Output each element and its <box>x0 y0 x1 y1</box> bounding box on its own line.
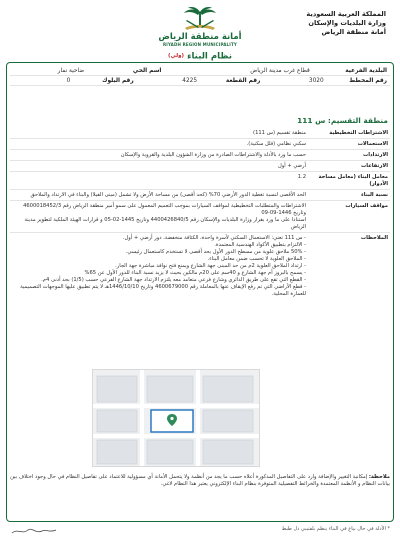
regulation-value: سكني نظامي (فلل سكنية). <box>246 140 306 147</box>
regulation-row <box>10 201 390 233</box>
note-prefix: ملاحظة: <box>368 474 390 480</box>
disclaimer-note <box>10 474 390 488</box>
regulation-value: - س 111 تعني: الاستعمال السكني لأسرة واحدة، الكثافة منخفضة، دور أرضي + أول. - الالتزام بتطبيق الأكواد الهندسية المعتمدة. - 50% ملاحق علوية من مسطح الدور الأول بحد أقصى لا تستخدم كاستعمال رئيسي. - الملاحق العلوية لا تحسب ضمن معامل البناء. - ارتداد الملاحق العلوية 2م من حد المبنى جهة الشارع ويمنع فتح نوافذ مباشرة جهة الجار. - يسمح بالبروز أم جهة الشارع و 40سم على 20م مالكين بحيث لا يزيد نسبة البناء للدور الأول عن 65% - القطع التي تقع على طريق الدائري وشارع فرعي متعامد معه يلتزم الارتداد جهة الشارع الفرعي حسب (1/5) بحد أدنى 4م. - قطع الأراضي التي تم رفع الإيقاف عنها بالمعاملة رقم 4600679000 وتاريخ 1446/10/10هـ لا يتم تطبيق عليها الموجهات التصميمية للعمارة المحلية. <box>20 234 306 297</box>
info-row <box>10 66 390 76</box>
page-title <box>140 50 260 62</box>
district-label: اسم الحي <box>132 68 162 74</box>
regulation-key: معامل البناء (معامل مساحة الأدوار) <box>318 173 388 187</box>
regulation-row <box>10 139 390 150</box>
regulation-key: الاشتراطات التخطيطية <box>329 129 388 136</box>
gov-line-kingdom: المملكة العربية السعودية <box>306 10 386 18</box>
plot-number-label: رقم القطعة <box>225 78 261 84</box>
regulation-key: الارتدادات <box>362 151 388 158</box>
note-text: إمكانية التغيير والإضافة وارد على التفاصيل المذكورة أعلاه حسب ما يجد من أنظمة ولا يتحمل الأمانة أي مسؤولية للاعتماد على تفاصيل النظام في حال وجود اختلاف بين بيانات النظام و الأنظمة المعتمدة والخرائط التفصيلية المتوفرة بنظام البناء الإلكتروني يعتبر هذا النظام لاغي. <box>10 474 390 487</box>
district-value: ضاحية نمار <box>57 68 85 74</box>
regulation-key: الملاحظات <box>360 234 388 241</box>
regulation-row <box>10 233 390 299</box>
page-title-text: نظام البناء <box>187 51 232 62</box>
regulation-row <box>10 128 390 139</box>
regulation-value: 1.2 <box>297 173 306 180</box>
block-number-label: رقم البلوك <box>102 78 134 84</box>
header <box>6 4 394 54</box>
footer-text: * الأدلة في حال بياع في البناء ينظم بلفتيبي ذل طبط <box>281 526 390 532</box>
title-badge: (ولي) <box>167 53 185 59</box>
plan-number-label: رقم المخطط <box>349 78 387 84</box>
site-map-graphic <box>92 370 259 467</box>
municipality-label: البلدية الفرعية <box>345 68 387 74</box>
regulation-key: الارتفاعات <box>361 162 388 169</box>
regulation-value: الحد الأقصى لنسبة تغطية الدور الأرضي 70% (كحد أقصى) من مساحة الأرض ولا تشمل (مبنى الفيلا) والبناء في الارتداد والملاحق <box>30 191 306 198</box>
regulation-key: الاستعمالات <box>357 140 388 147</box>
regulation-value: أرضي + أول <box>277 162 306 169</box>
block-number-value: 0 <box>66 78 71 84</box>
regulation-value: منطقة تقسيم (س 111) <box>253 129 306 136</box>
info-row <box>10 76 390 86</box>
regulation-key: مواقف السيارات <box>345 202 388 209</box>
regulation-row <box>10 161 390 172</box>
palm-emblem-icon <box>177 6 223 32</box>
regulations-table <box>10 128 390 299</box>
regulation-key: نسبة البناء <box>361 191 388 198</box>
footer <box>10 526 390 536</box>
government-heading <box>306 10 386 37</box>
gov-line-municipality: أمانة منطقة الرياض <box>321 28 386 36</box>
regulation-row <box>10 150 390 161</box>
regulation-row <box>10 190 390 201</box>
plan-number-value: 3020 <box>308 78 324 84</box>
regulation-value: الاشتراطات والمتطلبات التخطيطية لمواقف السيارات بموجب التعميم المعمول على سمو أمير منطقة الرياض رقم 4600018452/3 وتاريخ 1446-09-09 استنادا على ما ورد بقرار وزارة البلديات والإسكان رقم 4400426840/5 وتاريخ 1445-02-05 و قرارات الهيئة الملكية لتطوير مدينة الرياض <box>23 202 306 230</box>
site-map <box>92 369 260 467</box>
regulation-row <box>10 172 390 190</box>
regulation-value: حسب ما ورد بالأدلة والاشتراطات الصادرة من وزارة الشؤون البلدية والقروية والإسكان <box>120 151 306 158</box>
municipality-logo <box>157 6 243 47</box>
zone-title: منطقة التقسيم: س 111 <box>297 116 388 125</box>
property-info-table <box>10 66 390 86</box>
plot-number-value: 4225 <box>182 78 198 84</box>
municipality-value: قطاع غرب مدينة الرياض <box>250 68 310 74</box>
signature-icon <box>10 526 58 536</box>
logo-arabic-text: أمانة منطقة الرياض <box>158 32 242 42</box>
logo-english-text: RIYADH REGION MUNICIPALITY <box>163 42 237 47</box>
gov-line-ministry: وزارة البلديات والإسكان <box>308 19 386 27</box>
